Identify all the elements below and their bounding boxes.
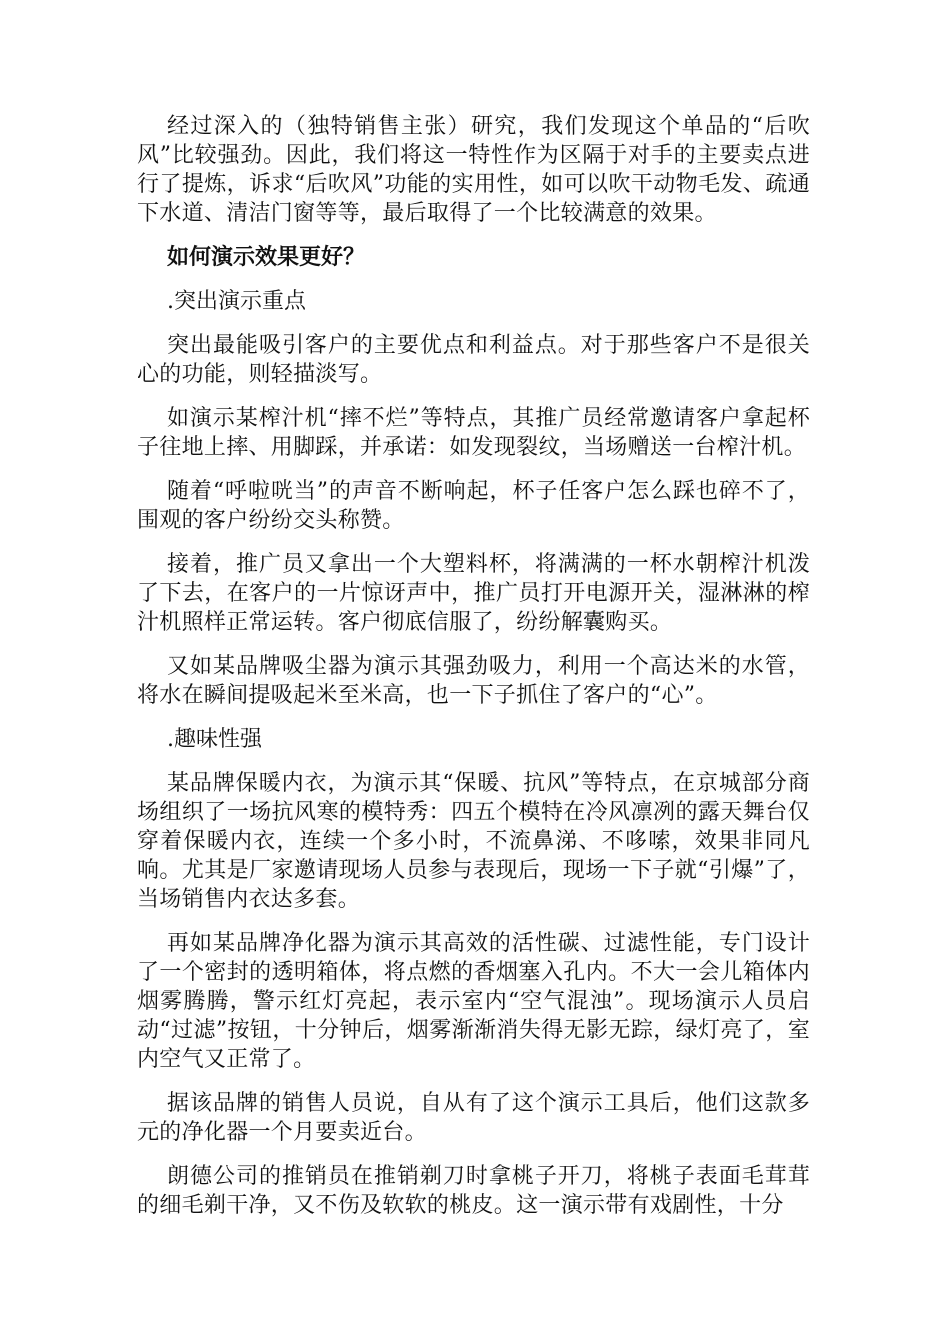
paragraph-juicer-sound: 随着“呼啦咣当”的声音不断响起，杯子任客户怎么踩也碎不了，围观的客户纷纷交头称赞。 bbox=[137, 479, 810, 533]
paragraph-thermal-underwear: 某品牌保暖内衣，为演示其“保暖、抗风”等特点，在京城部分商场组织了一场抗风寒的模特秀：四五个模特在冷风凛冽的露天舞台仅穿着保暖内衣，连续一个多小时，不流鼻涕、不哆嗦，效果非同凡响。尤其是厂家邀请现场人员参与表现后，现场一下子就“引爆”了，当场销售内衣达多套。 bbox=[137, 771, 810, 912]
paragraph-vacuum-demo: 又如某品牌吸尘器为演示其强劲吸力，利用一个高达米的水管，将水在瞬间提吸起米至米高，也一下子抓住了客户的“心”。 bbox=[137, 654, 810, 708]
paragraph-usp-research: 经过深入的（独特销售主张）研究，我们发现这个单品的“后吹风”比较强劲。因此，我们将这一特性作为区隔于对手的主要卖点进行了提炼，诉求“后吹风”功能的实用性，如可以吹干动物毛发、疏通下水道、清洁门窗等等，最后取得了一个比较满意的效果。 bbox=[137, 114, 810, 226]
subheading-highlight-focus: .突出演示重点 bbox=[167, 289, 306, 314]
paragraph-highlight-benefits: 突出最能吸引客户的主要优点和利益点。对于那些客户不是很关心的功能，则轻描淡写。 bbox=[137, 333, 810, 387]
document-page bbox=[137, 112, 810, 1235]
paragraph-razor-demo: 朗德公司的推销员在推销剃刀时拿桃子开刀，将桃子表面毛茸茸的细毛剃干净，又不伤及软软的桃皮。这一演示带有戏剧性，十分 bbox=[137, 1164, 810, 1218]
subheading-fun: .趣味性强 bbox=[167, 727, 262, 752]
paragraph-purifier-sales: 据该品牌的销售人员说，自从有了这个演示工具后，他们这款多元的净化器一个月要卖近台。 bbox=[137, 1091, 810, 1145]
paragraph-juicer-demo: 如演示某榨汁机“摔不烂”等特点，其推广员经常邀请客户拿起杯子往地上摔、用脚踩，并承诺：如发现裂纹，当场赠送一台榨汁机。 bbox=[137, 406, 810, 460]
section-heading-demo: 如何演示效果更好？ bbox=[167, 244, 366, 270]
paragraph-air-purifier: 再如某品牌净化器为演示其高效的活性碳、过滤性能，专门设计了一个密封的透明箱体，将点燃的香烟塞入孔内。不大一会儿箱体内烟雾腾腾，警示红灯亮起，表示室内“空气混浊”。现场演示人员启动“过滤”按钮，十分钟后，烟雾渐渐消失得无影无踪，绿灯亮了，室内空气又正常了。 bbox=[137, 931, 810, 1072]
paragraph-juicer-water: 接着，推广员又拿出一个大塑料杯，将满满的一杯水朝榨汁机泼了下去，在客户的一片惊讶声中，推广员打开电源开关，湿淋淋的榨汁机照样正常运转。客户彻底信服了，纷纷解囊购买。 bbox=[137, 552, 810, 635]
